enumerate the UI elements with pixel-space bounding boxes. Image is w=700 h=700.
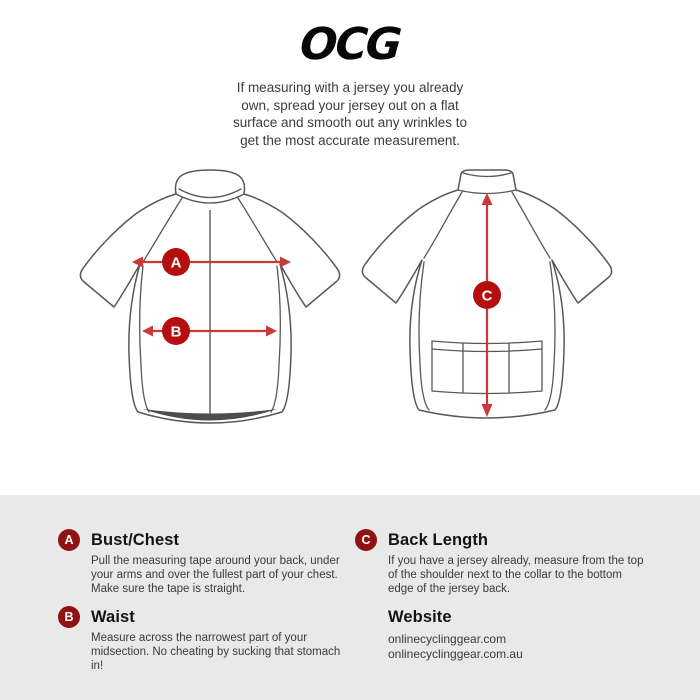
marker-c-label: C (481, 287, 493, 305)
back-length-title: Back Length (388, 531, 489, 549)
back-length-description: If you have a jersey already, measure from the top of the shoulder next to the collar to the bottom edge of the jersey back. (388, 555, 644, 595)
bust-description: Pull the measuring tape around your back, under your arms and over the fullest part of your chest. Make sure the tape is straight. (91, 555, 340, 595)
waist-title: Waist (91, 608, 135, 626)
jersey-back-diagram (352, 160, 632, 435)
marker-a-label: A (170, 254, 182, 272)
legend-item-bust (58, 529, 350, 596)
jersey-front-diagram (70, 160, 350, 435)
website-title: Website (388, 608, 452, 626)
website-url-com: onlinecyclinggear.com (388, 632, 507, 646)
legend-marker-c-badge: C (355, 529, 377, 551)
legend-item-website (355, 606, 655, 662)
legend-marker-b-badge: B (58, 606, 80, 628)
front-collar (175, 170, 244, 194)
website-url-com-au: onlinecyclinggear.com.au (388, 647, 523, 661)
legend-marker-a-badge: A (58, 529, 80, 551)
bust-title: Bust/Chest (91, 531, 180, 549)
waist-description: Measure across the narrowest part of your midsection. No cheating by sucking that stomach in! (91, 632, 341, 672)
jersey-front-outline (80, 170, 339, 423)
intro-text: If measuring with a jersey you already own, spread your jersey out on a flat surface and smooth out any wrinkles to get the most accurate measurement. (232, 80, 468, 148)
legend-item-back-length (355, 529, 655, 596)
legend-item-waist (58, 606, 350, 673)
ocg-logo: OCG (298, 19, 402, 70)
marker-b-label: B (170, 323, 182, 341)
back-collar (458, 170, 516, 190)
